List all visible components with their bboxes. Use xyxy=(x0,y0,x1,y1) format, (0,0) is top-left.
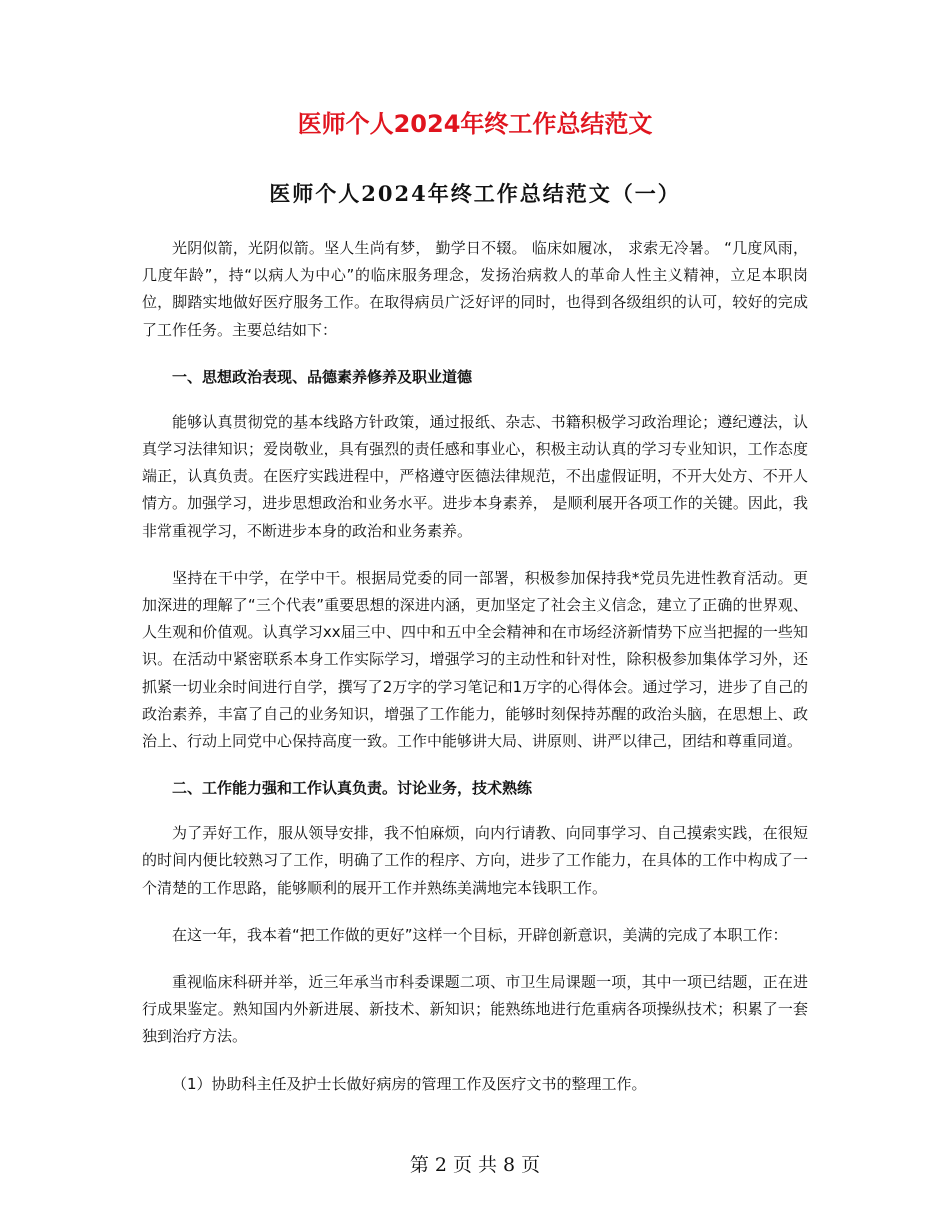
body-paragraph: 重视临床科研并举，近三年承当市科委课题二项、市卫生局课题一项，其中一项已结题，正在进行成果鉴定。熟知国内外新进展、新技术、新知识；能熟练地进行危重病各项操纵技术；积累了一套独到治疗方法。 xyxy=(142,973,808,1046)
intro-paragraph: 光阴似箭，光阴似箭。坚人生尚有梦， 勤学日不辍。 临床如履冰， 求索无冷暑。 “几度风雨，几度年龄”，持“以病人为中心”的临床服务理念，发扬治病救人的革命人性主义精神，立足本职岗位，脚踏实地做好医疗服务工作。在取得病员广泛好评的同时，也得到各级组织的认可，较好的完成了工作任务。主要总结如下： xyxy=(142,239,808,339)
section-heading-1: 一、思想政治表现、品德素养修养及职业道德 xyxy=(172,367,473,386)
body-paragraph: 在这一年，我本着“把工作做的更好”这样一个目标，开辟创新意识，美满的完成了本职工作： xyxy=(172,925,788,944)
page-number-footer: 第 2 页 共 8 页 xyxy=(409,1154,541,1176)
document-body xyxy=(142,235,808,1098)
list-item: （1）协助科主任及护士长做好病房的管理工作及医疗文书的整理工作。 xyxy=(172,1074,647,1093)
body-paragraph: 为了弄好工作，服从领导安排，我不怕麻烦，向内行请教、向同事学习、自己摸索实践，在很短的时间内便比较熟习了工作，明确了工作的程序、方向，进步了工作能力，在具体的工作中构成了一个清楚的工作思路，能够顺利的展开工作并熟练美满地完本钱职工作。 xyxy=(142,824,808,897)
body-paragraph: 能够认真贯彻党的基本线路方针政策，通过报纸、杂志、书籍积极学习政治理论；遵纪遵法，认真学习法律知识；爱岗敬业，具有强烈的责任感和事业心，积极主动认真的学习专业知识，工作态度端正，认真负责。在医疗实践进程中，严格遵守医德法律规范，不出虚假证明，不开大处方、不开人情方。加强学习，进步思想政治和业务水平。进步本身素养， 是顺利展开各项工作的关键。因此，我非常重视学习，不断进步本身的政治和业务素养。 xyxy=(142,412,808,540)
section-heading-2: 二、工作能力强和工作认真负责。讨论业务，技术熟练 xyxy=(172,779,533,798)
body-paragraph: 坚持在干中学，在学中干。根据局党委的同一部署，积极参加保持我*党员先进性教育活动。更加深进的理解了“三个代表”重要思想的深进内涵，更加坚定了社会主义信念，建立了正确的世界观、人生观和价值观。认真学习xx届三中、四中和五中全会精神和在市场经济新情势下应当把握的一些知识。在活动中紧密联系本身工作实际学习，增强学习的主动性和针对性，除积极参加集体学习外，还抓紧一切业余时间进行自学，撰写了2万字的学习笔记和1万字的心得体会。通过学习，进步了自己的政治素养，丰富了自己的业务知识，增强了工作能力，能够时刻保持苏醒的政治头脑，在思想上、政治上、行动上同党中心保持高度一致。工作中能够讲大局、讲原则、讲严以律己，团结和尊重同道。 xyxy=(142,568,808,751)
document-subtitle: 医师个人2024年终工作总结范文（一） xyxy=(269,181,681,206)
document-title: 医师个人2024年终工作总结范文 xyxy=(297,110,653,138)
